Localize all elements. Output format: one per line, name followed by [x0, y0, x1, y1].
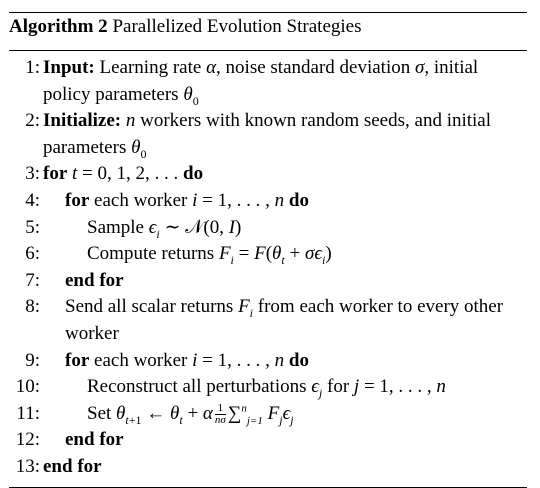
line-text: Input: Learning rate α, noise standard deviation σ, initial policy parameters $\theta_0$	[43, 57, 479, 108]
line-number: 10:	[15, 376, 40, 398]
line-text: for t = 0, 1, 2, . . . do	[43, 163, 204, 185]
algorithm-line	[9, 188, 527, 215]
line-text: Set $\theta_{t+1}$ ← $\theta_t + \alpha$ $\frac{1}{n\sigma}$ ∑$^n_{j=1}$ $F_j\epsilon_j$	[87, 401, 294, 427]
line-number: 2:	[25, 110, 40, 132]
line-number: 12:	[15, 429, 40, 451]
algorithm-line	[9, 348, 527, 375]
line-text: end for	[65, 269, 124, 291]
bottom-rule	[9, 487, 527, 488]
line-number: 1:	[25, 57, 40, 78]
line-text: Compute returns $F_i = F(\theta_t + \sigma\epsilon_i)$	[87, 243, 332, 267]
algorithm-lines	[9, 51, 527, 481]
algorithm-line	[9, 294, 527, 347]
line-number: 11:	[16, 402, 40, 424]
line-text: Reconstruct all perturbations $\epsilon_j$ for j = 1, . . . , n	[87, 376, 446, 400]
algorithm-line	[9, 55, 527, 108]
algorithm-line	[9, 108, 527, 161]
line-text: end for	[65, 429, 124, 451]
line-number: 8:	[25, 296, 40, 318]
line-number: 5:	[25, 216, 40, 238]
algorithm-caption	[9, 13, 527, 44]
line-text: Initialize: n workers with known random seeds, and initial parameters $\theta_0$	[43, 110, 492, 161]
algorithm-line	[9, 161, 527, 188]
algorithm-line	[9, 374, 527, 401]
line-number: 4:	[25, 189, 40, 211]
line-text: Send all scalar returns $F_i$ from each worker to every other worker	[65, 296, 504, 344]
algorithm-label: Algorithm 2	[9, 16, 108, 37]
line-text: end for	[43, 455, 102, 477]
algorithm-line	[9, 215, 527, 242]
algorithm-line	[9, 401, 527, 428]
line-number: 7:	[25, 269, 40, 291]
algorithm-line	[9, 454, 527, 481]
line-number: 3:	[25, 163, 40, 185]
algorithm-line	[9, 241, 527, 268]
line-text: for each worker i = 1, . . . , n do	[65, 189, 309, 211]
line-text: for each worker i = 1, . . . , n do	[65, 349, 309, 371]
line-number: 9:	[25, 349, 40, 371]
line-number: 13:	[15, 455, 40, 477]
algorithm-line	[9, 268, 527, 295]
algorithm-line	[9, 427, 527, 454]
line-text: Sample $\epsilon_i$ ∼ 𝒩(0, I)	[87, 216, 242, 241]
algorithm-title: Parallelized Evolution Strategies	[112, 16, 362, 37]
line-number: 6:	[25, 243, 40, 265]
algorithm-block	[9, 12, 527, 488]
